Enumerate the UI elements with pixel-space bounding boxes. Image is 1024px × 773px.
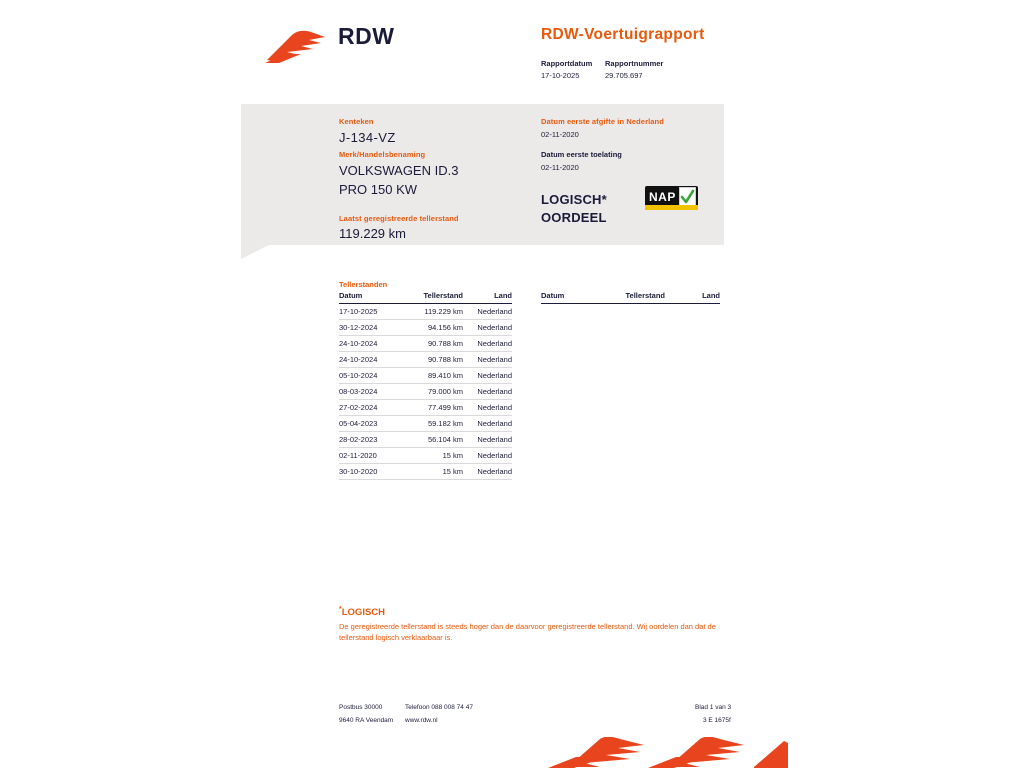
oordeel-label: OORDEEL [541, 210, 607, 225]
cell-tellerstand: 15 km [401, 448, 463, 464]
tellerstanden-title: Tellerstanden [339, 280, 388, 289]
cell-datum: 17-10-2025 [339, 304, 401, 320]
table-header-row [541, 291, 720, 304]
footer-website[interactable]: www.rdw.nl [405, 717, 438, 724]
column-header-land: Land [463, 291, 512, 304]
table-row [339, 320, 512, 336]
report-number-label: Rapportnummer [605, 59, 664, 68]
footer-form-code: 3 E 1675f [703, 717, 731, 724]
eerste-afgifte-label: Datum eerste afgifte in Nederland [541, 117, 664, 126]
cell-datum: 30-10-2020 [339, 464, 401, 480]
cell-land: Nederland [463, 400, 512, 416]
footnote-body: De geregistreerde tellerstand is steeds hoger dan de daarvoor geregistreerde tellerstand. Wij oordelen dan dat de tellerstand logisch verklaarbaar is. [339, 622, 716, 642]
footer-page-number: Blad 1 van 3 [695, 704, 732, 711]
cell-datum: 08-03-2024 [339, 384, 401, 400]
table-row [339, 368, 512, 384]
footnote-title-text: LOGISCH [341, 607, 386, 619]
table-row [339, 384, 512, 400]
merk-label: Merk/Handelsbenaming [339, 150, 426, 159]
table-row [339, 336, 512, 352]
kenteken-value: J-134-VZ [339, 130, 396, 145]
eerste-afgifte-value: 02-11-2020 [541, 130, 579, 139]
cell-tellerstand: 94.156 km [401, 320, 463, 336]
table-row [339, 448, 512, 464]
oordeel-value: LOGISCH* [541, 192, 607, 207]
column-header-datum: Datum [541, 291, 603, 304]
cell-land: Nederland [463, 432, 512, 448]
table-row [339, 352, 512, 368]
footer-phone: Telefoon 088 008 74 47 [405, 704, 473, 711]
tellerstanden-table-left [339, 291, 512, 480]
footnote-title [339, 606, 385, 618]
cell-datum: 05-10-2024 [339, 368, 401, 384]
cell-datum: 05-04-2023 [339, 416, 401, 432]
rdw-arrow-logo-icon [265, 30, 327, 64]
cell-tellerstand: 59.182 km [401, 416, 463, 432]
column-header-datum: Datum [339, 291, 401, 304]
cell-datum: 24-10-2024 [339, 336, 401, 352]
merk-value-line2: PRO 150 KW [339, 182, 418, 197]
cell-tellerstand: 90.788 km [401, 336, 463, 352]
rdw-wordmark: RDW [338, 23, 395, 49]
laatste-tellerstand-value: 119.229 km [339, 226, 406, 241]
cell-land: Nederland [463, 464, 512, 480]
footnote-star: * [339, 606, 342, 613]
rdw-arrow-footer-graphic-icon [548, 737, 788, 768]
report-number-value: 29.705.697 [605, 71, 643, 80]
eerste-toelating-label: Datum eerste toelating [541, 150, 622, 159]
cell-tellerstand: 77.499 km [401, 400, 463, 416]
cell-tellerstand: 79.000 km [401, 384, 463, 400]
column-header-land: Land [665, 291, 720, 304]
nap-badge-label: NAP [649, 190, 676, 204]
column-header-tellerstand: Tellerstand [401, 291, 463, 304]
cell-land: Nederland [463, 384, 512, 400]
laatste-tellerstand-label: Laatst geregistreerde tellerstand [339, 214, 459, 223]
cell-datum: 28-02-2023 [339, 432, 401, 448]
table-row [339, 432, 512, 448]
cell-land: Nederland [463, 320, 512, 336]
nap-badge-stripe [645, 205, 698, 210]
table-row [339, 464, 512, 480]
report-number-block [605, 59, 663, 80]
table-row [339, 304, 512, 320]
cell-land: Nederland [463, 448, 512, 464]
cell-tellerstand: 90.788 km [401, 352, 463, 368]
footer-address-line2: 9640 RA Veendam [339, 717, 394, 724]
cell-tellerstand: 56.104 km [401, 432, 463, 448]
cell-datum: 30-12-2024 [339, 320, 401, 336]
page-title: RDW-Voertuigrapport [541, 26, 705, 43]
nap-badge [645, 186, 698, 210]
footer-address-line1: Postbus 30000 [339, 704, 383, 711]
cell-land: Nederland [463, 368, 512, 384]
cell-land: Nederland [463, 336, 512, 352]
kenteken-label: Kenteken [339, 117, 374, 126]
summary-panel-notch [241, 245, 269, 259]
table-header-row [339, 291, 512, 304]
report-date-block [541, 59, 592, 80]
eerste-toelating-value: 02-11-2020 [541, 163, 579, 172]
tellerstanden-table-right [541, 291, 720, 304]
column-header-tellerstand: Tellerstand [603, 291, 665, 304]
cell-datum: 27-02-2024 [339, 400, 401, 416]
report-date-value: 17-10-2025 [541, 71, 580, 80]
cell-land: Nederland [463, 416, 512, 432]
cell-tellerstand: 15 km [401, 464, 463, 480]
table-row [339, 416, 512, 432]
cell-datum: 24-10-2024 [339, 352, 401, 368]
cell-tellerstand: 119.229 km [401, 304, 463, 320]
table-row [339, 400, 512, 416]
report-date-label: Rapportdatum [541, 59, 593, 68]
cell-datum: 02-11-2020 [339, 448, 401, 464]
cell-land: Nederland [463, 304, 512, 320]
merk-value-line1: VOLKSWAGEN ID.3 [339, 163, 459, 178]
cell-tellerstand: 89.410 km [401, 368, 463, 384]
cell-land: Nederland [463, 352, 512, 368]
